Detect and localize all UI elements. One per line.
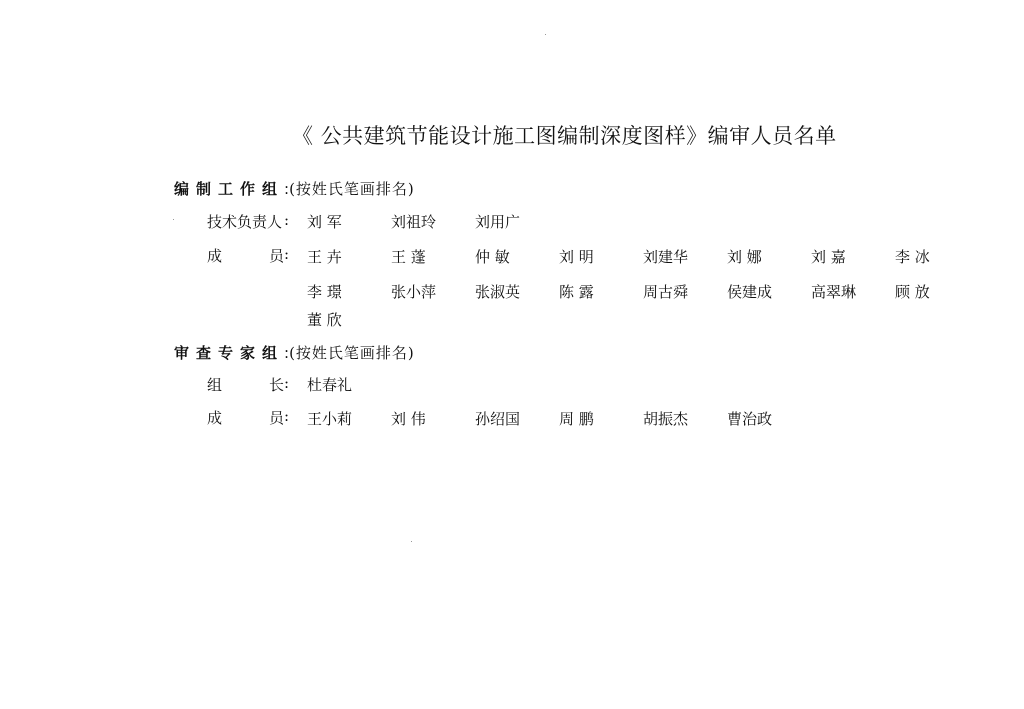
member-name: 李 冰 — [895, 248, 930, 266]
review-group-heading-colon: : — [284, 344, 290, 362]
review-leader-name: 杜春礼 — [307, 376, 353, 394]
review-members-colon: : — [284, 407, 290, 425]
review-members-label-b: 员 — [268, 409, 284, 427]
tech-lead-colon: : — [284, 211, 290, 229]
compile-group-heading-text: 编制工作组 — [174, 180, 285, 198]
member-name: 刘 嘉 — [811, 248, 846, 266]
reviewer-name: 王小莉 — [307, 410, 353, 428]
member-name: 仲 敏 — [475, 248, 510, 266]
member-name: 刘 明 — [559, 248, 594, 266]
reviewer-name: 周 鹏 — [559, 410, 594, 428]
member-name: 高翠琳 — [811, 283, 857, 301]
member-name: 李 璟 — [307, 283, 342, 301]
member-name: 王 蓬 — [391, 248, 426, 266]
compile-group-heading-colon: : — [284, 180, 290, 198]
scan-speck — [545, 34, 546, 35]
page-title: 《 公共建筑节能设计施工图编制深度图样》编审人员名单 — [292, 124, 837, 148]
tech-lead-name: 刘祖玲 — [391, 213, 437, 231]
member-name: 陈 露 — [559, 283, 594, 301]
member-name: 张小萍 — [391, 283, 437, 301]
review-group-heading-text: 审查专家组 — [174, 344, 285, 362]
reviewer-name: 胡振杰 — [643, 410, 689, 428]
review-members-label-a: 成 — [207, 409, 223, 427]
tech-lead-label: 技术负责人 — [207, 213, 283, 231]
member-name: 刘 娜 — [727, 248, 762, 266]
compile-members-colon: : — [284, 245, 290, 263]
tech-lead-name: 刘用广 — [475, 213, 521, 231]
member-name: 周古舜 — [643, 283, 689, 301]
reviewer-name: 曹治政 — [727, 410, 773, 428]
review-leader-colon: : — [284, 374, 290, 392]
review-group-note: (按姓氏笔画排名) — [289, 344, 415, 362]
compile-members-label-a: 成 — [207, 247, 223, 265]
scan-speck — [411, 541, 412, 542]
tech-lead-name: 刘 军 — [307, 213, 342, 231]
compile-members-label-b: 员 — [268, 247, 284, 265]
member-name: 刘建华 — [643, 248, 689, 266]
review-group-heading — [174, 342, 415, 363]
review-leader-label-a: 组 — [207, 376, 223, 394]
member-name: 顾 放 — [895, 283, 930, 301]
reviewer-name: 孙绍国 — [475, 410, 521, 428]
compile-group-note: (按姓氏笔画排名) — [289, 180, 415, 198]
review-leader-label-b: 长 — [268, 376, 284, 394]
member-name: 张淑英 — [475, 283, 521, 301]
compile-group-heading — [174, 178, 415, 199]
member-name: 董 欣 — [307, 311, 342, 329]
member-name: 王 卉 — [307, 248, 342, 266]
member-name: 侯建成 — [727, 283, 773, 301]
scan-speck — [173, 219, 174, 220]
reviewer-name: 刘 伟 — [391, 410, 426, 428]
